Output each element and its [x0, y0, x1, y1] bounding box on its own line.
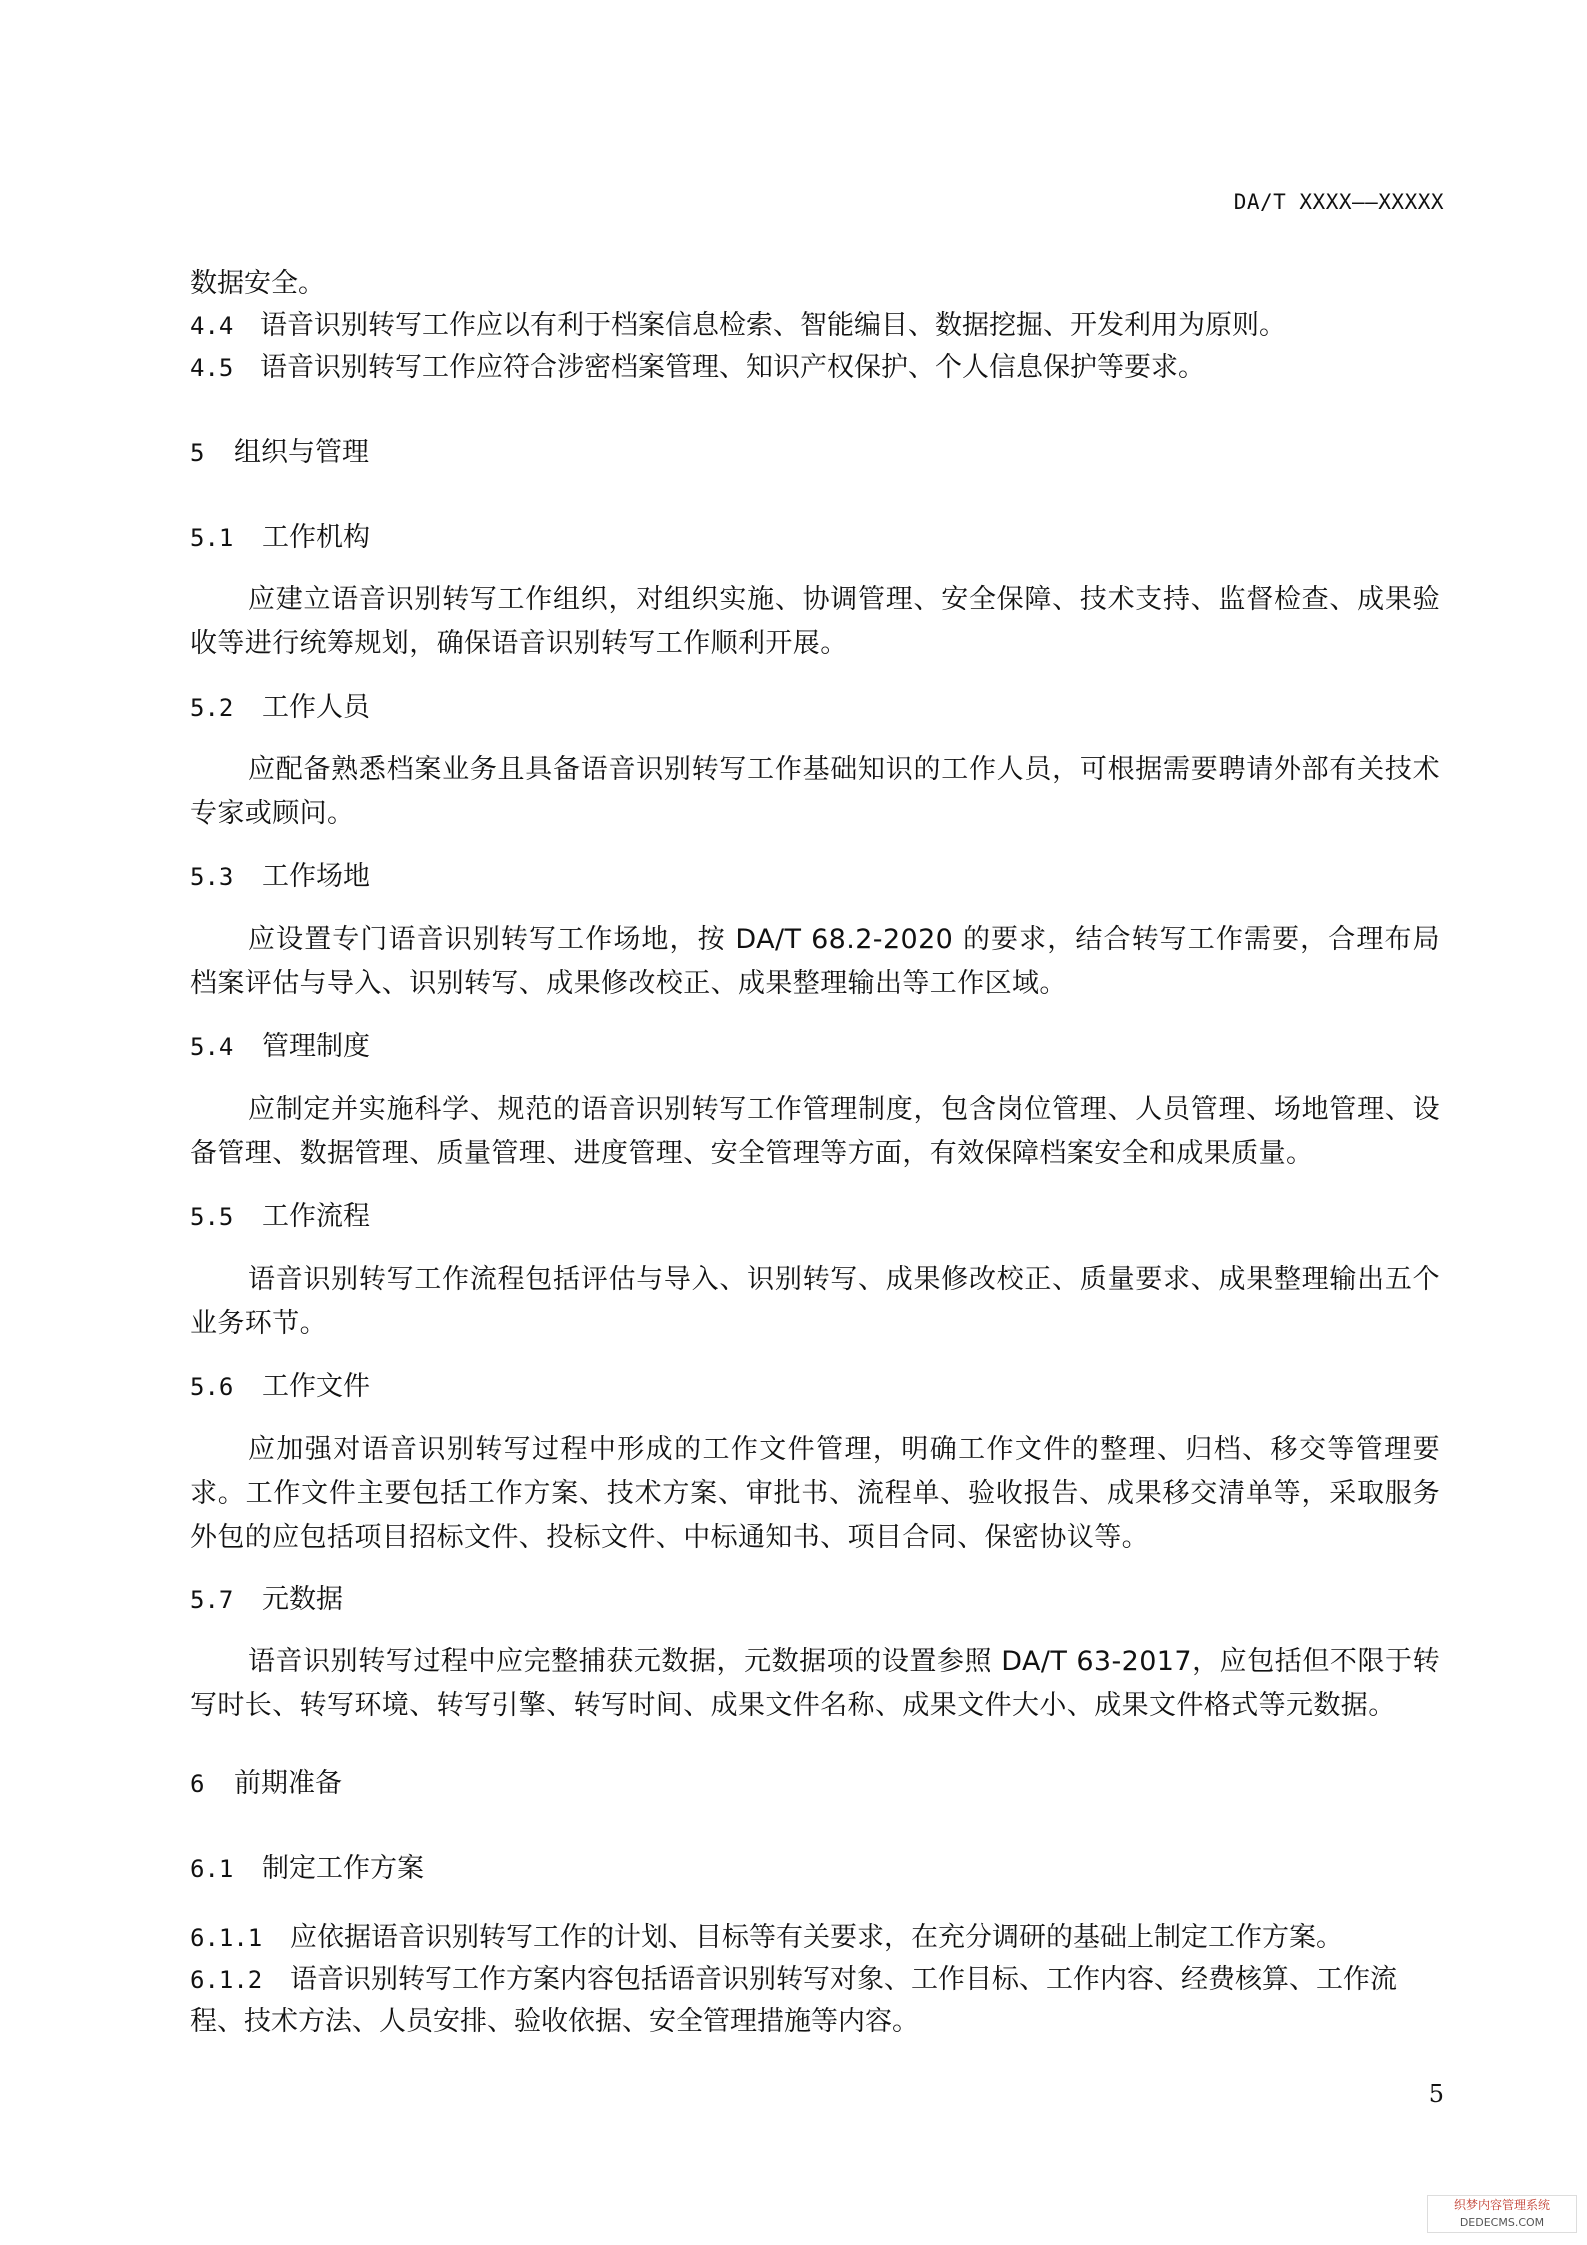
paragraph-5-7: 语音识别转写过程中应完整捕获元数据，元数据项的设置参照 DA/T 63-2017，应包括但不限于转写时长、转写环境、转写引擎、转写时间、成果文件名称、成果文件大小、成果文件格式等元数据。 — [190, 1646, 1440, 1721]
clause-number: 6.1.1 — [190, 1924, 263, 1952]
paragraph-5-6: 应加强对语音识别转写过程中形成的工作文件管理，明确工作文件的整理、归档、移交等管理要求。工作文件主要包括工作方案、技术方案、审批书、流程单、验收报告、成果移交清单等，采取服务外包的应包括项目招标文件、投标文件、中标通知书、项目合同、保密协议等。 — [190, 1434, 1440, 1553]
heading-5-4 — [190, 1031, 370, 1063]
heading-5-3 — [190, 861, 370, 893]
paragraph-5-3: 应设置专门语音识别转写工作场地，按 DA/T 68.2-2020 的要求，结合转写工作需要，合理布局档案评估与导入、识别转写、成果修改校正、成果整理输出等工作区域。 — [190, 924, 1440, 999]
heading-title: 工作机构 — [262, 522, 370, 553]
heading-5-5 — [190, 1201, 370, 1233]
heading-title: 元数据 — [262, 1584, 343, 1615]
paragraph-5-4: 应制定并实施科学、规范的语音识别转写工作管理制度，包含岗位管理、人员管理、场地管理、设备管理、数据管理、质量管理、进度管理、安全管理等方面，有效保障档案安全和成果质量。 — [190, 1094, 1440, 1169]
heading-number: 5.3 — [190, 863, 234, 891]
clause-text: 语音识别转写工作应符合涉密档案管理、知识产权保护、个人信息保护等要求。 — [260, 352, 1205, 383]
heading-title: 前期准备 — [234, 1768, 342, 1799]
heading-5-7 — [190, 1584, 343, 1616]
heading-title: 制定工作方案 — [262, 1853, 424, 1884]
heading-6-1 — [190, 1853, 424, 1885]
heading-title: 工作场地 — [262, 861, 370, 892]
heading-number: 5.6 — [190, 1373, 234, 1401]
heading-5 — [190, 437, 369, 469]
paragraph-5-1: 应建立语音识别转写工作组织，对组织实施、协调管理、安全保障、技术支持、监督检查、成果验收等进行统筹规划，确保语音识别转写工作顺利开展。 — [190, 584, 1440, 659]
watermark-title: 织梦内容管理系统 — [1453, 2198, 1550, 2212]
continued-text: 数据安全。 — [190, 268, 325, 299]
site-watermark — [1427, 2195, 1577, 2233]
watermark-domain: DEDECMS.COM — [1459, 2216, 1545, 2229]
heading-title: 管理制度 — [262, 1031, 370, 1062]
page-number: 5 — [1428, 2080, 1444, 2108]
clause-6-1-1 — [190, 1922, 1343, 1954]
clause-6-1-2 — [190, 1964, 1397, 1996]
heading-number: 5.5 — [190, 1203, 234, 1231]
paragraph-5-2: 应配备熟悉档案业务且具备语音识别转写工作基础知识的工作人员，可根据需要聘请外部有关技术专家或顾问。 — [190, 754, 1440, 829]
heading-5-6 — [190, 1371, 370, 1403]
heading-5-1 — [190, 522, 370, 554]
document-code-header: DA/T XXXX——XXXXX — [1233, 190, 1444, 214]
heading-title: 工作文件 — [262, 1371, 370, 1402]
clause-text: 语音识别转写工作方案内容包括语音识别转写对象、工作目标、工作内容、经费核算、工作流 — [290, 1964, 1397, 1995]
heading-6 — [190, 1768, 342, 1800]
clause-4-4 — [190, 310, 1286, 342]
clause-text: 应依据语音识别转写工作的计划、目标等有关要求，在充分调研的基础上制定工作方案。 — [290, 1922, 1343, 1953]
heading-title: 组织与管理 — [234, 437, 369, 468]
clause-number: 4.4 — [190, 312, 234, 340]
paragraph-5-5: 语音识别转写工作流程包括评估与导入、识别转写、成果修改校正、质量要求、成果整理输出五个业务环节。 — [190, 1264, 1440, 1339]
clause-number: 4.5 — [190, 354, 234, 382]
heading-number: 5.7 — [190, 1586, 234, 1614]
clause-4-5 — [190, 352, 1205, 384]
heading-number: 6 — [190, 1770, 205, 1798]
heading-number: 5.2 — [190, 694, 234, 722]
clause-6-1-2-continued: 程、技术方法、人员安排、验收依据、安全管理措施等内容。 — [190, 2006, 919, 2037]
clause-number: 6.1.2 — [190, 1966, 263, 1994]
heading-title: 工作流程 — [262, 1201, 370, 1232]
heading-number: 5 — [190, 439, 205, 467]
heading-5-2 — [190, 692, 370, 724]
heading-number: 6.1 — [190, 1855, 234, 1883]
heading-number: 5.1 — [190, 524, 234, 552]
clause-text: 语音识别转写工作应以有利于档案信息检索、智能编目、数据挖掘、开发利用为原则。 — [260, 310, 1286, 341]
heading-number: 5.4 — [190, 1033, 234, 1061]
heading-title: 工作人员 — [262, 692, 370, 723]
